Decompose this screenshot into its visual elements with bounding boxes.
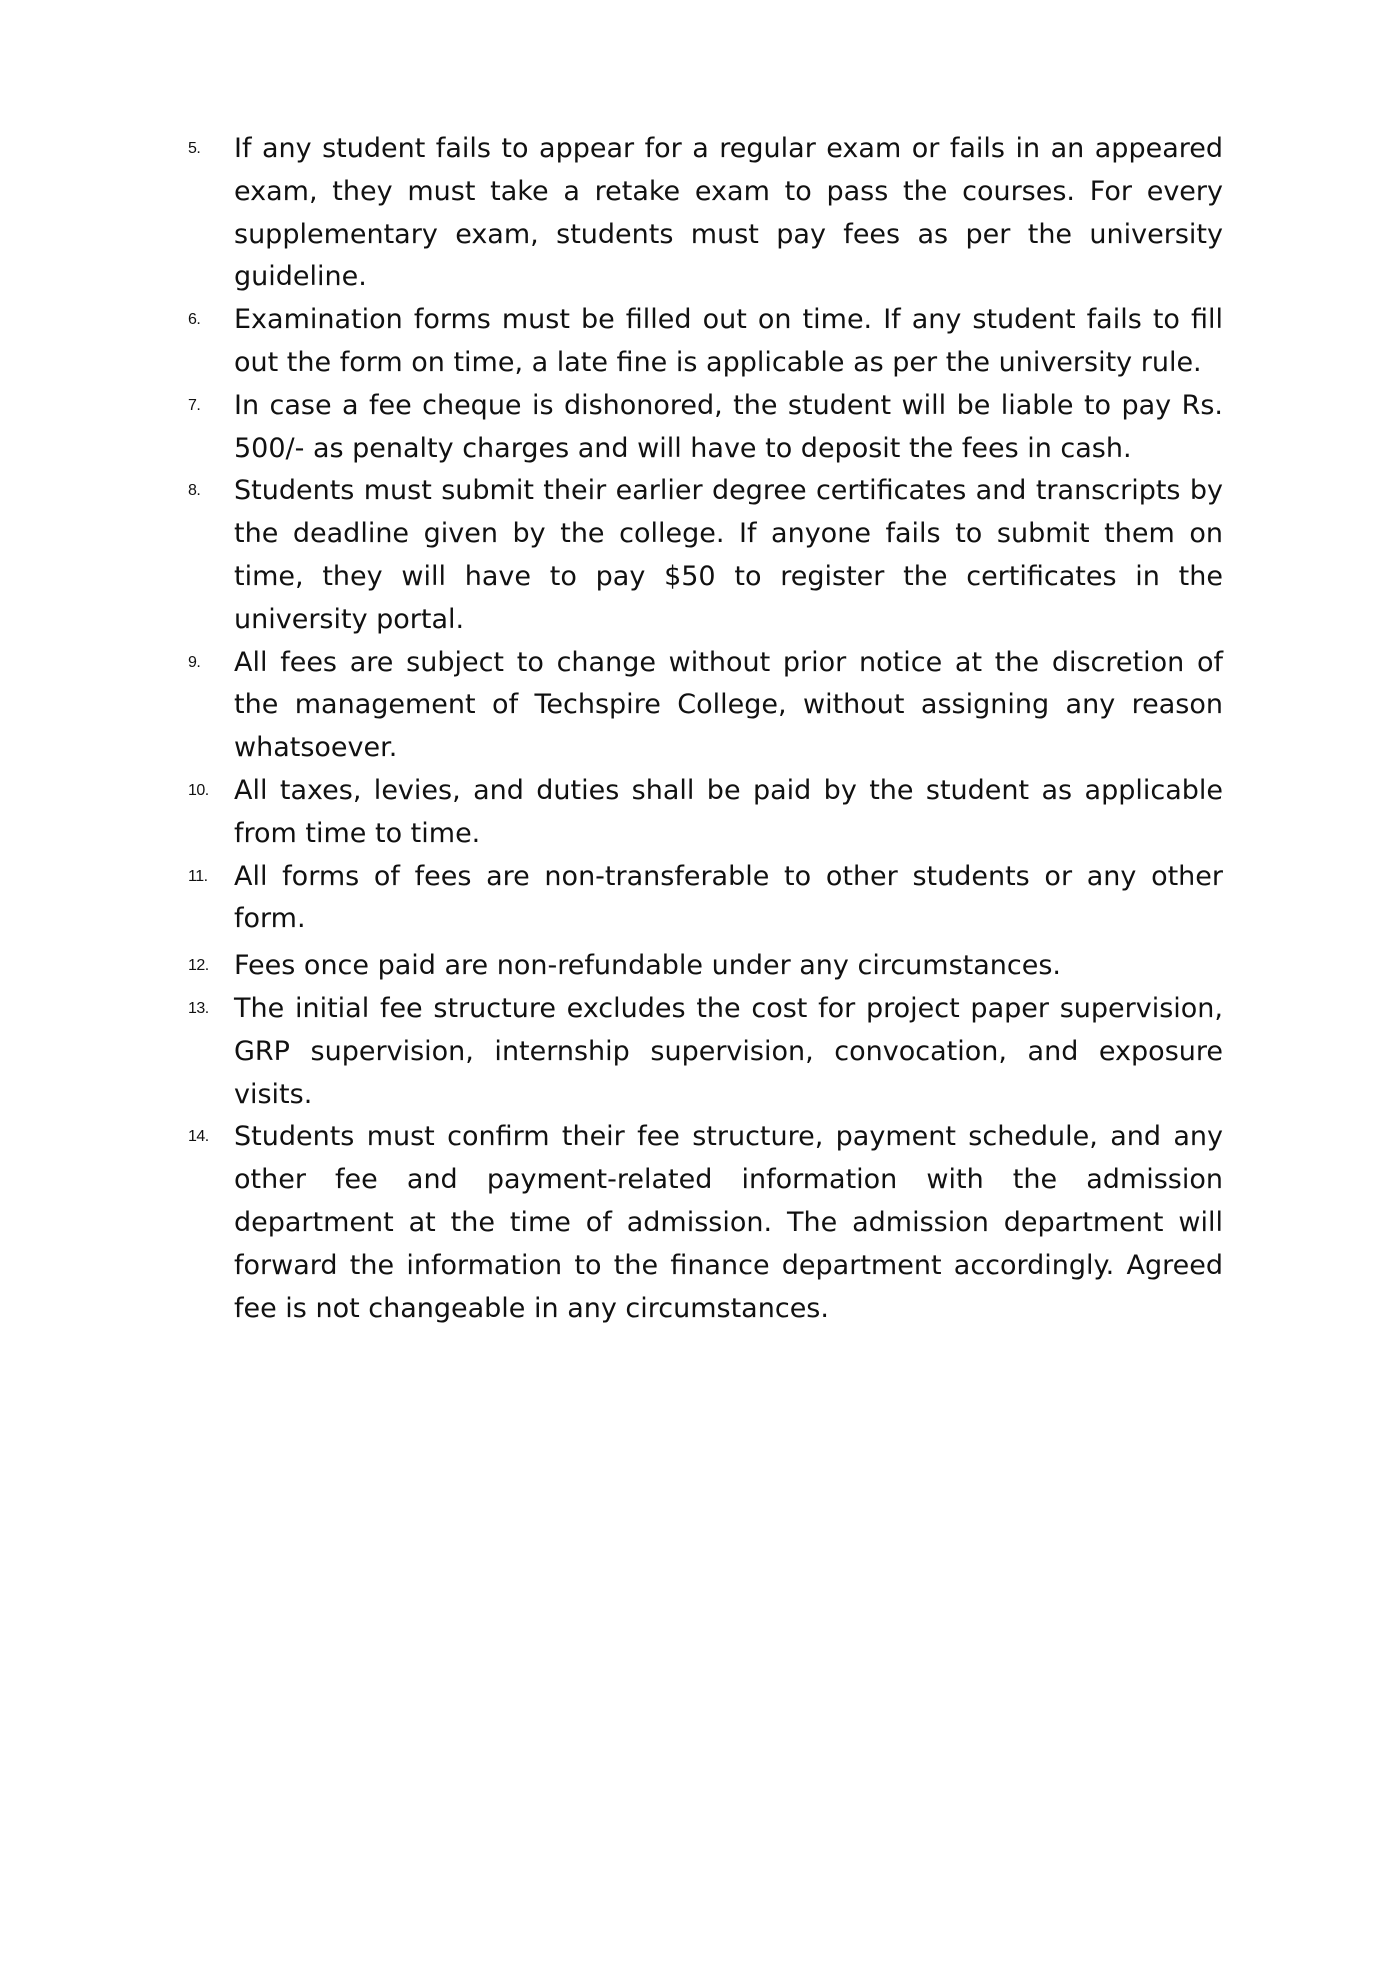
list-item-number: 9. — [188, 653, 201, 671]
list-item-text: All taxes, levies, and duties shall be paid by the student as applicable from time to time. — [234, 774, 1223, 849]
list-item-text: In case a fee cheque is dishonored, the student will be liable to pay Rs. 500/- as penalty charges and will have to deposit the fees in cash. — [234, 389, 1223, 464]
list-item-number: 8. — [188, 482, 201, 500]
list-item-text: All forms of fees are non-transferable to other students or any other form. — [234, 860, 1223, 935]
list-item — [188, 856, 1223, 942]
list-item-text: Examination forms must be filled out on time. If any student fails to fill out the form on time, a late fine is applicable as per the university rule. — [234, 304, 1223, 378]
list-item-text: All fees are subject to change without prior notice at the discretion of the management of Techspire College, without assigning any reason whatsoever. — [234, 646, 1223, 764]
list-item-number: 10. — [188, 781, 209, 799]
list-item — [188, 988, 1223, 1116]
list-item-number: 11. — [188, 867, 208, 885]
list-item — [188, 299, 1223, 385]
list-item — [188, 1116, 1223, 1330]
list-item-text: If any student fails to appear for a regular exam or fails in an appeared exam, they must take a retake exam to pass the courses. For every supplementary exam, students must pay fees as per the university guideline. — [234, 133, 1223, 293]
list-item-number: 14. — [188, 1128, 209, 1146]
list-item — [188, 470, 1223, 641]
list-item-text: Students must submit their earlier degree certificates and transcripts by the deadline given by the college. If anyone fails to submit them on time, they will have to pay $50 to register the certificates in the university portal. — [234, 475, 1223, 635]
list-item — [188, 642, 1223, 770]
list-item — [188, 945, 1223, 988]
list-item-number: 12. — [188, 957, 209, 975]
list-item — [188, 385, 1223, 471]
list-item-number: 6. — [188, 311, 201, 329]
list-item — [188, 128, 1223, 299]
terms-list — [188, 128, 1223, 1330]
list-item-number: 5. — [188, 140, 201, 157]
list-item — [188, 770, 1223, 856]
list-item-text: The initial fee structure excludes the cost for project paper supervision, GRP supervision, internship supervision, convocation, and exposure visits. — [234, 992, 1223, 1110]
list-item-number: 13. — [188, 999, 209, 1017]
list-item-text: Students must confirm their fee structure, payment schedule, and any other fee and payment-related information with the admission department at the time of admission. The admission department will forward the information to the finance department accordingly. Agreed fee is not changeable in any circumstances. — [234, 1121, 1223, 1324]
list-item-text: Fees once paid are non-refundable under any circumstances. — [234, 950, 1062, 982]
list-item-number: 7. — [188, 396, 201, 414]
